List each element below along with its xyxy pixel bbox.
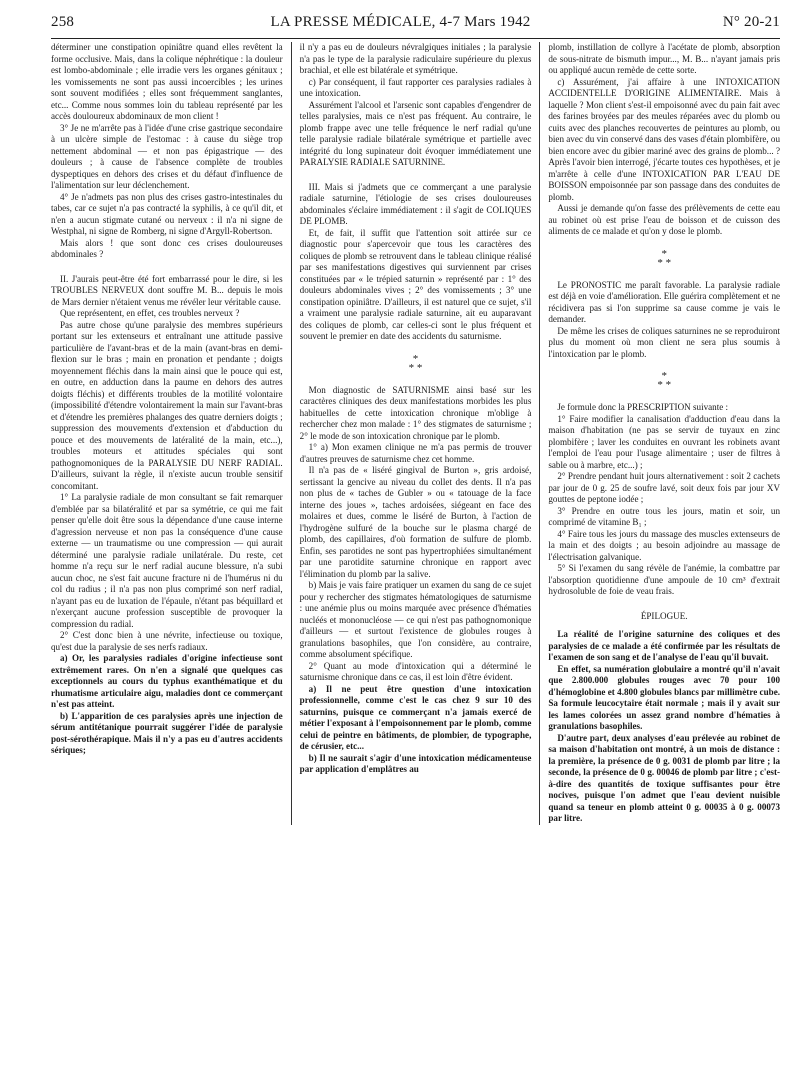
paragraph: Que représentent, en effet, ces troubles nerveux ? [60, 308, 240, 318]
paragraph: 1° La paralysie radiale de mon consultant se fait remarquer d'emblée par sa bilatéralité et par sa symétrie, ce qui me fait penser qu'elle doit être sous la dépendance d'une cause interne d'agression nerveuse et non pas la conséquence d'une cause externe — un traumatisme ou une compression — qui aurait déterminé une paralysie radiale unilatérale. Du reste, cet homme n'a reçu sur le nerf radial aucune blessure, n'a subi aucun choc, ne s'est fait aucune fracture ni de l'humérus ni du col du radius ; il n'a pas non plus comprimé son nerf radial, n'ayant pas eu de luxation de l'épaule, n'étant pas béquillard et n'exerçant aucune profession susceptible de provoquer la compression du radial. [51, 492, 283, 629]
paragraph: En effet, sa numération globulaire a montré qu'il n'avait que 2.800.000 globules rouges avec 70 pour 100 d'hémoglobine et 4.800 globules blancs par millimètre cube. Sa formule leucocytaire était normale ; mais il y avait sur les lames colorées un assez grand nombre d'hématies à granulations basophiles. [548, 663, 781, 731]
paragraph: ÉPILOGUE. [640, 610, 688, 621]
section-separator: * * * [657, 247, 672, 269]
section-separator: * * * [657, 370, 672, 391]
paragraph: b) L'apparition de ces paralysies après une injection de sérum antitétanique pourrait suggérer l'idée de paralysie post-sérothérapique. Mais il n'y a pas eu d'autres accidents sériques; [51, 710, 283, 755]
paragraph: 4° Faire tous les jours du massage des muscles extenseurs de la main et des doigts ; au besoin adjoindre au massage de l'électrisation galvanique. [548, 528, 781, 562]
paragraph: II. J'aurais peut-être été fort embarrassé pour le dire, si les TROUBLES NERVEUX dont souffre M. B... depuis le mois de Mars dernier n'étaient venus me révéler leur véritable cause. [51, 273, 283, 307]
paragraph: III. Mais si j'admets que ce commerçant a une paralysie radiale saturnine, l'étiologie de ses crises douloureuses abdominales s'éclaire immédiatement : il s'agit de COLIQUES DE PLOMB. [299, 181, 532, 226]
column-divider [291, 42, 292, 825]
paragraph: il n'y a pas eu de douleurs névralgiques initiales ; la paralysie n'a pas le type de la paralysie radiculaire supérieure du plexus brachial, et elle est bilatérale et symétrique. [299, 42, 532, 75]
paragraph: c) Par conséquent, il faut rapporter ces paralysies radiales à une intoxication. [299, 76, 532, 98]
paragraph: 1° a) Mon examen clinique ne m'a pas permis de trouver d'autres preuves de saturnisme chez cet homme. [299, 442, 532, 464]
page-number: 258 [51, 14, 75, 30]
paragraph: plomb, instillation de collyre à l'acétate de plomb, absorption de sous-nitrate de bismuth impur..., M. B... n'ayant jamais pris ou appliqué aucun remède de cette sorte. [548, 42, 781, 75]
paragraph: 2° Prendre pendant huit jours alternativement : soit 2 cachets par jour de 0 g. 25 de soufre lavé, soit deux fois par jour XV gouttes de peptone iodée ; [548, 471, 781, 504]
page-header [51, 14, 780, 36]
paragraph: Mais alors ! que sont donc ces crises douloureuses abdominales ? [51, 237, 283, 259]
paragraph: Aussi je demande qu'on fasse des prélèvements de cette eau au robinet où est prise l'eau de boisson et de cuisson des aliments de ce malade et qu'on y dose le plomb. [548, 203, 781, 236]
paragraph: Le PRONOSTIC me paraît favorable. La paralysie radiale est déjà en voie d'amélioration. Elle guérira complètement et ne récidivera pas si l'on supprime sa cause comme je vais le demander. [548, 279, 781, 324]
section-separator: * * * [408, 352, 423, 374]
paragraph: b) Il ne saurait s'agir d'une intoxication médicamenteuse par application d'emplâtres au [299, 752, 532, 774]
paragraph: 3° Je ne m'arrête pas à l'idée d'une crise gastrique secondaire à un ulcère simple de l'estomac : à cause du siège trop nettement abdominal — et non pas épigastrique — des douleurs ; à cause de l'absence complète de troubles dyspeptiques en dehors des crises et du défaut d'influence de l'alimentation sur leur déclenchement. [51, 122, 283, 190]
column-3 [548, 42, 780, 825]
issue-number: N° 20-21 [722, 14, 780, 30]
paragraph: Mon diagnostic de SATURNISME ainsi basé sur les caractères cliniques des deux manifestations morbides les plus habituelles de cette intoxication chronique m'oblige à rechercher chez mon malade : 1° des stigmates de saturnisme ; 2° le mode de son intoxication chronique par le plomb. [299, 384, 532, 441]
column-divider [539, 42, 540, 825]
paragraph: De même les crises de coliques saturnines ne se reproduiront plus du moment où mon client ne sera plus soumis à l'intoxication par le plomb. [548, 325, 781, 359]
article-columns [51, 42, 780, 825]
paragraph: a) Il ne peut être question d'une intoxication professionnelle, comme c'est le cas chez 9 sur 10 des saturnins, puisque ce commerçant n'a jamais exercé de métier l'exposant à l'empoisonnement par le plomb, comme celui de peintre en bâtiments, de plombier, de typographe, de cérusier, etc... [299, 683, 532, 751]
paragraph: 4° Je n'admets pas non plus des crises gastro-intestinales du tabes, car ce sujet n'a pas contracté la syphilis, à ce qu'il dit, et n'en a aucun stigmate cutané ou nerveux : il n'a ni signe de Westphal, ni signe de Romberg, ni signe d'Argyll-Robertson. [51, 191, 283, 236]
paragraph: 5° Si l'examen du sang révèle de l'anémie, la combattre par l'absorption quotidienne d'une ampoule de 10 cm³ d'extrait hydrosoluble de foie de veau frais. [548, 563, 781, 596]
paragraph: Je formule donc la PRESCRIPTION suivante : [557, 402, 729, 412]
paragraph: Il n'a pas de « liséré gingival de Burton », gris ardoisé, sertissant la gencive au niveau du collet des dents. Il n'a pas non plus de « taches de Gubler » ou « tatouage de la face interne des joues », taches ardoisées, siégeant en face des molaires et dues, comme le liséré de Burton, à l'action de l'hydrogène sulfuré de la bouche sur le plasma chargé de plomb, des capillaires, d'où formation de sulfure de plomb. Enfin, ses parotides ne sont pas hypertrophiées simultanément par une parotidite saturnine chronique en rapport avec l'élimination du plomb par la salive. [299, 465, 532, 579]
paragraph: Et, de fait, il suffit que l'attention soit attirée sur ce diagnostic pour s'apercevoir que tous les caractères des coliques de plomb se retrouvent dans le tableau clinique réalisé par ses manifestations digestives qui surviennent par crises constituées par « le trépied saturnin » représenté par : 1° des douleurs abdominales vives ; 2° des vomissements ; 3° une constipation opiniâtre. D'ailleurs, il est naturel que ce sujet, s'il a vraiment une paralysie radiale saturnine, ait eu auparavant des coliques de plomb, car celles-ci sont le plus fréquent et souvent le premier en date des accidents du saturnisme. [299, 227, 532, 341]
paragraph: a) Or, les paralysies radiales d'origine infectieuse sont extrêmement rares. On n'en a signalé que quelques cas exceptionnels au cours du typhus exanthématique et du rhumatisme articulaire aigu, maladies dont ce commerçant n'est pas atteint. [51, 653, 283, 709]
journal-title: LA PRESSE MÉDICALE, 4-7 Mars 1942 [270, 14, 531, 30]
paragraph: c) Assurément, j'ai affaire à une INTOXICATION ACCIDENTELLE D'ORIGINE ALIMENTAIRE. Mais à laquelle ? Mon client s'est-il empoisonné avec du pain fait avec des farines broyées par des meules réparées avec du plomb ou cuits avec des planches recouvertes de peintures au plomb, ou bien avec du vin conservé dans des vases d'étain plombifère, ou bien encore avec du gibier mariné avec des grains de plomb... ? Après l'avoir bien interrogé, j'écarte toutes ces hypothèses, et je m'arrête à celle d'une INTOXICATION PAR L'EAU DE BOISSON empoisonnée par son passage dans des conduites de plomb. [548, 76, 781, 202]
paragraph: 1° Faire modifier la canalisation d'adduction d'eau dans la maison d'habitation (ne pas se servir de tuyaux en zinc plombifère ; laver les conduites en ouvrant les robinets avant l'emploi de l'eau pour l'usage alimentaire ; user de filtres à sable ou à marbre, etc...) ; [548, 413, 781, 470]
paragraph: déterminer une constipation opiniâtre quand elles revêtent la forme occlusive. Mais, dans la colique néphrétique : la douleur est lombo-abdominale ; elle irradie vers les organes génitaux ; les vomissements ne sont pas aussi incoercibles ; les urines sont souvent modifiées ; elles sont fréquemment sanglantes, etc... Comme nous sommes loin du tableau représenté par les accès douloureux abdominaux de mon client ! [51, 42, 283, 121]
paragraph: 2° Quant au mode d'intoxication qui a déterminé le saturnisme chronique dans ce cas, il est loin d'être évident. [299, 660, 532, 682]
column-2 [300, 42, 532, 825]
column-1 [51, 42, 283, 825]
paragraph: b) Mais je vais faire pratiquer un examen du sang de ce sujet pour y rechercher des stigmates hématologiques de saturnisme : une anémie plus ou moins marquée avec présence d'hématies nucléés et mononucléose — ce qui n'est pas pathognomonique d'ailleurs — et surtout l'existence de globules rouges à granulations basophiles, que l'on considère, au contraire, comme absolument spécifique. [299, 580, 532, 659]
paragraph: D'autre part, deux analyses d'eau prélevée au robinet de sa maison d'habitation ont montré, à un mois de distance : la première, la présence de 0 g. 0031 de plomb par litre ; la seconde, la présence de 0 g. 00046 de plomb par litre ; c'est-à-dire des quantités de toxique suffisantes pour être nocives, puisque l'on admet que l'eau devient nuisible quand sa teneur en plomb atteint 0 g. 00035 à 0 g. 00073 par litre. [548, 732, 781, 823]
paragraph: 2° C'est donc bien à une névrite, infectieuse ou toxique, qu'est due la paralysie de ses nerfs radiaux. [51, 630, 283, 652]
paragraph: La réalité de l'origine saturnine des coliques et des paralysies de ce malade a été confirmée par les résultats de l'examen de son sang et de l'analyse de l'eau qu'il buvait. [548, 629, 781, 662]
paragraph: 3° Prendre en outre tous les jours, matin et soir, un comprimé de vitamine B₁ ; [548, 505, 781, 527]
paragraph: Pas autre chose qu'une paralysie des membres supérieurs portant sur les extenseurs et entraînant une attitude passive particulière de l'avant-bras et de la main (avant-bras en demi-flexion sur le bras ; main en pronation et pendante ; doigts moyennement fléchis dans la main ainsi que le pouce qui est, en outre, en adduction dans la paume en dehors des autres doigts fléchis) et différents troubles de la motilité volontaire (impossibilité d'étendre volontairement la main sur l'avant-bras et d'étendre les premières phalanges des quatre derniers doigts ; suppression des mouvements d'extension et d'abduction du pouce et des mouvements de latéralité de la main, etc...), troubles moteurs et attitudes spéciales qui sont pathognomoniques de la PARALYSIE DU NERF RADIAL. D'ailleurs, suivant la règle, il n'existe aucun trouble sensitif concomitant. [51, 319, 283, 491]
paragraph: Assurément l'alcool et l'arsenic sont capables d'engendrer de telles paralysies, mais ce n'est pas fréquent. Au contraire, le plomb frappe avec une telle fréquence le nerf radial qu'une telle paralysie radiale bilatérale symétrique et partielle avec intégrité du long supinateur doit évoquer immédiatement une PARALYSIE RADIALE SATURNINE. [299, 99, 532, 167]
header-rule [51, 38, 780, 39]
